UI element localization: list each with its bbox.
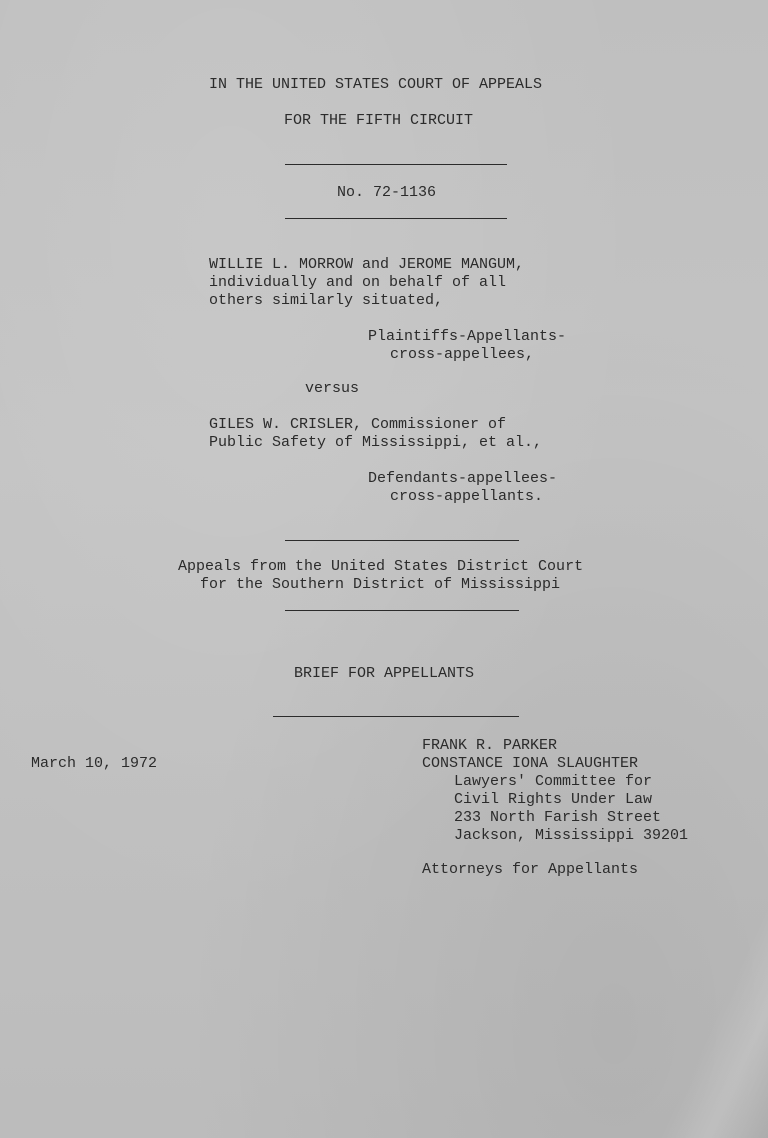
brief-title: BRIEF FOR APPELLANTS — [294, 665, 475, 682]
counsel-address-line: Lawyers' Committee for — [454, 773, 653, 790]
court-name-line-1: IN THE UNITED STATES COURT OF APPEALS — [209, 76, 543, 93]
defendants-role-line: Defendants-appellees- — [368, 470, 558, 487]
plaintiffs-line: WILLIE L. MORROW and JEROME MANGUM, — [209, 256, 525, 273]
appeal-source-line-1: Appeals from the United States District Court — [178, 558, 584, 575]
counsel-name: CONSTANCE IONA SLAUGHTER — [422, 755, 639, 772]
court-name-line-2: FOR THE FIFTH CIRCUIT — [284, 112, 474, 129]
divider-rule — [285, 164, 507, 165]
filing-date: March 10, 1972 — [31, 755, 158, 772]
divider-rule — [285, 218, 507, 219]
paper-fold-shading — [648, 878, 768, 1138]
plaintiffs-line: individually and on behalf of all — [209, 274, 507, 291]
case-number: No. 72-1136 — [337, 184, 437, 201]
defendants-role-line: cross-appellants. — [390, 488, 544, 505]
divider-rule — [285, 540, 519, 541]
counsel-address-line: 233 North Farish Street — [454, 809, 662, 826]
plaintiffs-role-line: cross-appellees, — [390, 346, 535, 363]
plaintiffs-line: others similarly situated, — [209, 292, 444, 309]
defendants-line: GILES W. CRISLER, Commissioner of — [209, 416, 507, 433]
counsel-role: Attorneys for Appellants — [422, 861, 639, 878]
counsel-address-line: Civil Rights Under Law — [454, 791, 653, 808]
divider-rule — [285, 610, 519, 611]
appeal-source-line-2: for the Southern District of Mississippi — [200, 576, 561, 593]
defendants-line: Public Safety of Mississippi, et al., — [209, 434, 543, 451]
plaintiffs-role-line: Plaintiffs-Appellants- — [368, 328, 567, 345]
counsel-name: FRANK R. PARKER — [422, 737, 558, 754]
versus-label: versus — [305, 380, 360, 397]
divider-rule — [273, 716, 519, 717]
counsel-address-line: Jackson, Mississippi 39201 — [454, 827, 689, 844]
